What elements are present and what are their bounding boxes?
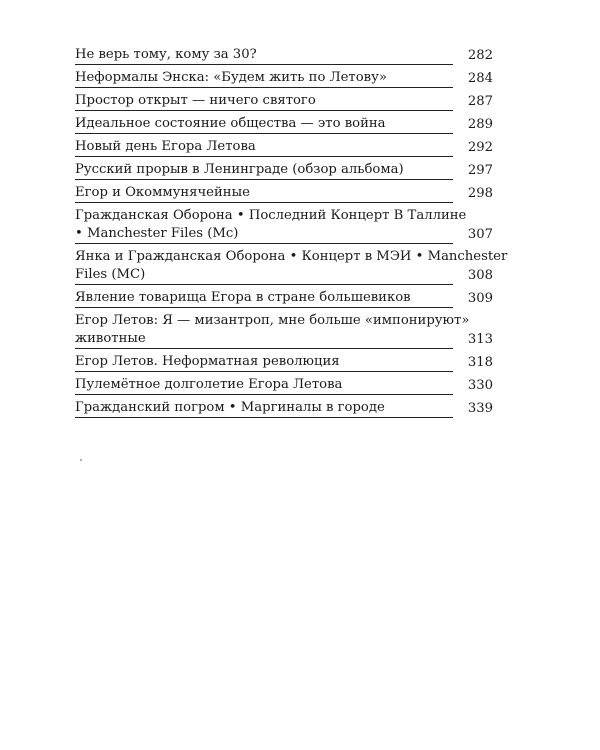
toc-entry-page: 307 bbox=[467, 227, 493, 242]
toc-entry[interactable] bbox=[75, 138, 493, 157]
toc-entry[interactable] bbox=[75, 289, 493, 308]
toc-entry-title-line2: Files (MC) bbox=[75, 266, 453, 285]
toc-entry-page: 287 bbox=[467, 94, 493, 109]
toc-entry-page: 289 bbox=[467, 117, 493, 132]
toc-entry-title-line2: животные bbox=[75, 330, 453, 349]
toc-entry-title-line2: • Manchester Files (Mc) bbox=[75, 225, 453, 244]
toc-entry[interactable] bbox=[75, 207, 493, 244]
toc-entry[interactable] bbox=[75, 376, 493, 395]
toc-entry[interactable] bbox=[75, 161, 493, 180]
toc-entry[interactable] bbox=[75, 69, 493, 88]
toc-entry-title: Явление товарища Егора в стране большевиков bbox=[75, 289, 453, 308]
toc-entry-title: Идеальное состояние общества — это война bbox=[75, 115, 453, 134]
toc-entry-page: 309 bbox=[467, 291, 493, 306]
toc-entry-page: 313 bbox=[467, 332, 493, 347]
toc-entry-page: 308 bbox=[467, 268, 493, 283]
table-of-contents bbox=[75, 46, 508, 422]
toc-entry[interactable] bbox=[75, 312, 493, 349]
toc-entry-title: Простор открыт — ничего святого bbox=[75, 92, 453, 111]
toc-entry-title: Егор Летов. Неформатная революция bbox=[75, 353, 453, 372]
toc-entry-title-line1: Егор Летов: Я — мизантроп, мне больше «импонируют» bbox=[75, 313, 470, 328]
toc-entry[interactable] bbox=[75, 115, 493, 134]
toc-entry[interactable] bbox=[75, 184, 493, 203]
toc-entry-title: Пулемётное долголетие Егора Летова bbox=[75, 376, 453, 395]
toc-entry-page: 298 bbox=[467, 186, 493, 201]
toc-entry[interactable] bbox=[75, 353, 493, 372]
toc-entry[interactable] bbox=[75, 46, 493, 65]
toc-entry-title-line1: Гражданская Оборона • Последний Концерт В Таллине bbox=[75, 208, 467, 223]
toc-entry-page: 330 bbox=[467, 378, 493, 393]
toc-entry-page: 292 bbox=[467, 140, 493, 155]
paper-speck bbox=[80, 459, 82, 461]
toc-entry-title: Егор и Окоммунячейные bbox=[75, 184, 453, 203]
toc-entry[interactable] bbox=[75, 399, 493, 418]
toc-entry[interactable] bbox=[75, 248, 508, 285]
toc-entry[interactable] bbox=[75, 92, 493, 111]
toc-entry-page: 339 bbox=[467, 401, 493, 416]
toc-entry-title: Не верь тому, кому за 30? bbox=[75, 46, 453, 65]
toc-entry-title-line1: Янка и Гражданская Оборона • Концерт в МЭИ • Manchester bbox=[75, 249, 508, 264]
toc-entry-title: Новый день Егора Летова bbox=[75, 138, 453, 157]
toc-entry-page: 282 bbox=[467, 48, 493, 63]
toc-entry-title: Русский прорыв в Ленинграде (обзор альбома) bbox=[75, 161, 453, 180]
toc-entry-page: 297 bbox=[467, 163, 493, 178]
toc-entry-page: 284 bbox=[467, 71, 493, 86]
toc-entry-title: Гражданский погром • Маргиналы в городе bbox=[75, 399, 453, 418]
toc-entry-title: Неформалы Энска: «Будем жить по Летову» bbox=[75, 69, 453, 88]
toc-entry-page: 318 bbox=[467, 355, 493, 370]
